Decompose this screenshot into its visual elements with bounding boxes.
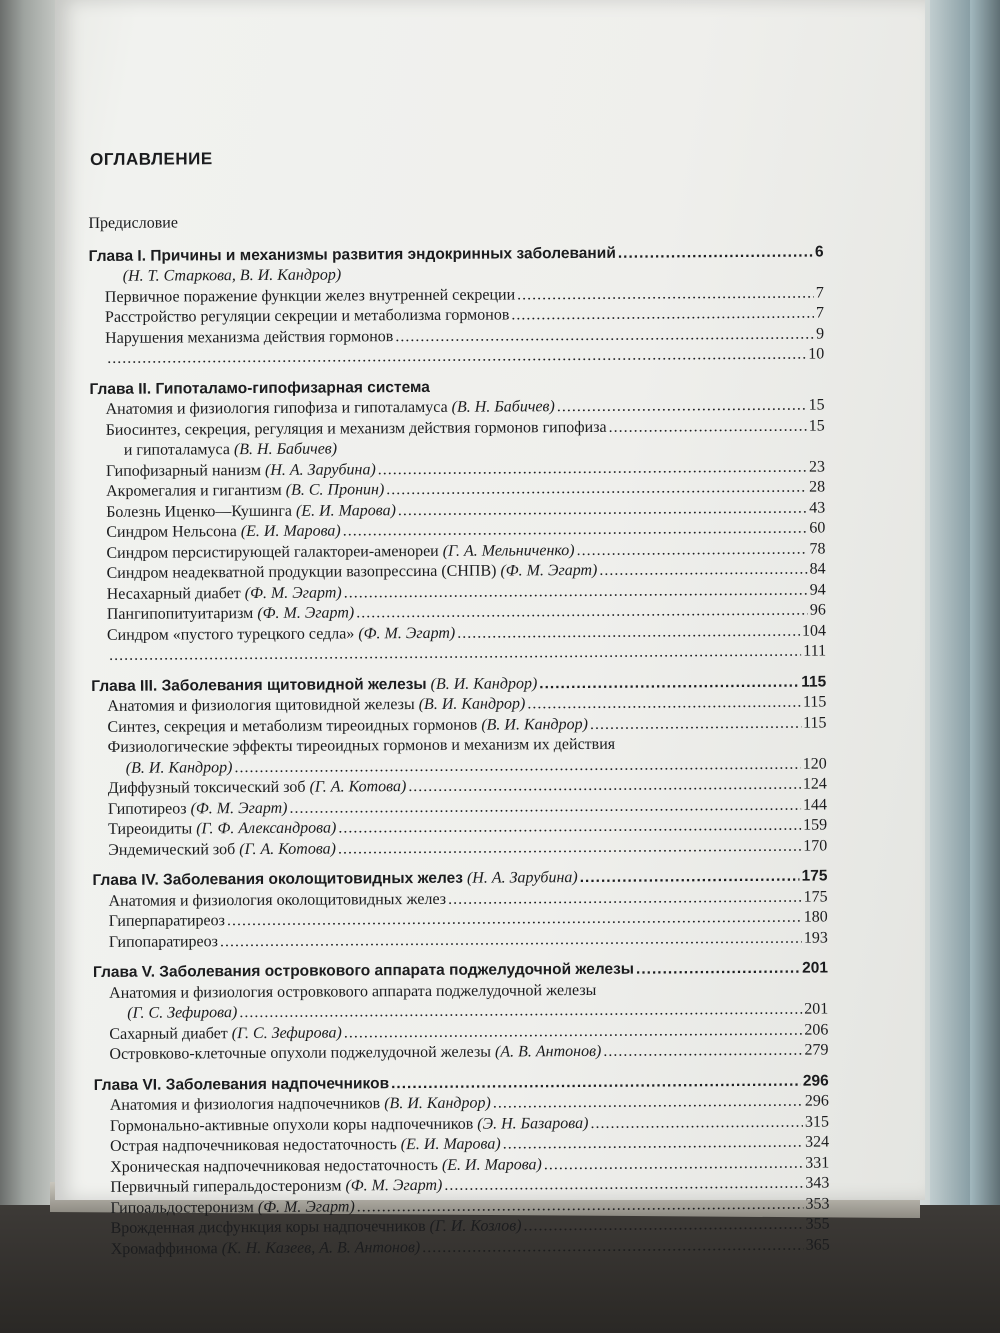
entry-title: Хромаффинома (110, 1239, 218, 1258)
entry-page-number: 193 (803, 928, 828, 947)
entry-text (111, 1216, 522, 1239)
entry-text (109, 911, 225, 932)
dot-leader (109, 642, 801, 667)
dot-leader (220, 928, 802, 952)
entry-title: и гипоталамуса (123, 441, 230, 459)
entry-page-number: 9 (816, 325, 825, 343)
entry-text (110, 1134, 501, 1157)
entry-text (106, 480, 384, 502)
entry-author: (Ф. М. Эгарт) (253, 1197, 355, 1216)
entry-text (107, 714, 588, 737)
entry-author: (Г. А. Мельниченко) (438, 541, 575, 560)
entry-title: Анатомия и физиология щитовидной железы (107, 696, 415, 715)
entry-page-number: 296 (804, 1092, 829, 1110)
dot-leader (444, 1174, 803, 1197)
entry-page-number: 7 (815, 284, 824, 302)
entry-author: (В. И. Кандрор) (125, 758, 233, 777)
entry-title: Синтез, секреция и метаболизм тиреоидных гормонов (107, 716, 478, 736)
entry-page-number: 43 (809, 499, 826, 517)
dot-leader (590, 713, 801, 735)
entry-title: Врожденная дисфункция коры надпочечников (110, 1217, 426, 1237)
dot-leader (617, 748, 825, 749)
entry-title: Глава VI. Заболевания надпочечников (93, 1074, 390, 1094)
entry-text (88, 213, 178, 234)
entry-title: Синдром персистирующей галактореи-аменореи (106, 542, 439, 562)
entry-text (106, 460, 376, 482)
entry-author: (В. И. Кандрор) (380, 1094, 491, 1113)
entry-author: (Ф. М. Эгарт) (253, 604, 355, 622)
entry-page-number: 159 (803, 816, 828, 834)
entry-author: (Н. А. Зарубина) (462, 869, 578, 887)
entry-author: (Ф. М. Эгарт) (341, 1176, 443, 1195)
entry-author: (Э. Н. Базарова) (473, 1114, 589, 1133)
entry-title: Эндемический зоб (108, 840, 236, 859)
entry-text (106, 541, 574, 564)
entry-text (124, 439, 337, 461)
entry-author: (А. В. Антонов) (490, 1042, 602, 1061)
entry-title: Расстройство регуляции секреции и метаболизма гормонов (104, 306, 510, 326)
entry-title: Анатомия и физиология гипофиза и гипоталамуса (105, 398, 448, 418)
dot-leader (598, 993, 826, 994)
entry-title: Болезнь Иценко—Кушинга (106, 502, 293, 521)
entry-text (109, 1042, 601, 1066)
entry-author: (В. И. Кандрор) (477, 715, 588, 734)
entry-title: Островково-клеточные опухоли поджелудочной железы (109, 1043, 492, 1063)
dot-leader (544, 1153, 803, 1175)
entry-author: (Е. И. Марова) (396, 1135, 501, 1154)
entry-text (110, 1197, 354, 1219)
dot-leader (357, 1194, 804, 1217)
entry-text (110, 1176, 442, 1199)
entry-title: Острая надпочечниковая недостаточность (110, 1136, 397, 1155)
table-of-contents (88, 146, 830, 1260)
entry-page-number: 206 (804, 1020, 829, 1039)
entry-title: Анатомия и физиология островкового аппарата поджелудочной железы (109, 981, 597, 1002)
entry-author: (Г. И. Козлов) (425, 1217, 522, 1235)
dot-leader (609, 416, 807, 438)
dot-leader (603, 1041, 802, 1063)
entry-title: Анатомия и физиология околощитовидных желез (108, 890, 447, 910)
entry-page-number: 23 (808, 458, 825, 476)
entry-author: (Ф. М. Эгарт) (240, 583, 342, 602)
entry-title: Гипоальдостеронизм (110, 1198, 254, 1217)
entry-title: Предисловие (88, 214, 178, 232)
entry-title: Глава III. Заболевания щитовидной железы (91, 675, 427, 695)
dot-leader (338, 816, 801, 839)
dot-leader (395, 324, 814, 347)
entry-title: Нарушения механизма действия гормонов (105, 327, 394, 347)
entry-author: (В. Н. Бабичев) (447, 398, 555, 416)
toc-entry[interactable] (88, 210, 823, 235)
cover-edge (930, 0, 970, 1240)
entry-title: Первичное поражение функции желез внутренней секреции (104, 285, 516, 306)
entry-author: (Г. А. Котова) (305, 778, 407, 796)
entry-text (105, 285, 515, 308)
entry-page-number: 279 (804, 1041, 829, 1059)
entry-title: Глава I. Причины и механизмы развития эндокринных заболеваний (88, 244, 616, 265)
dot-leader (432, 389, 823, 391)
dot-leader (618, 242, 813, 264)
entry-title: Акромегалия и гигантизм (106, 481, 282, 500)
entry-author: (Е. И. Марова) (437, 1155, 542, 1174)
entry-text (106, 521, 341, 543)
entry-title: Гипотиреоз (107, 799, 187, 818)
entry-title: Гиперпаратиреоз (108, 912, 225, 930)
entry-page-number: 175 (803, 887, 828, 906)
entry-title: Физиологические эффекты тиреоидных гормонов и механизм их действия (107, 735, 616, 756)
entry-page-number: 355 (805, 1215, 830, 1233)
entry-text (110, 1155, 542, 1178)
entry-page-number: 324 (805, 1133, 830, 1151)
entry-title: Глава II. Гипоталамо-гипофизарная система (89, 378, 430, 398)
dot-leader (577, 539, 808, 561)
dot-leader (378, 457, 807, 480)
toc-heading: ОГЛАВЛЕНИЕ (89, 149, 213, 169)
entry-page-number: 296 (802, 1071, 829, 1090)
dot-leader (457, 621, 800, 644)
entry-page-number: 201 (802, 959, 829, 977)
dot-leader (408, 775, 801, 798)
entry-author: (Г. Ф. Александрова) (192, 819, 337, 838)
entry-text (126, 758, 233, 779)
entry-page-number: 7 (815, 304, 825, 322)
entry-page-number: 94 (809, 581, 826, 599)
entry-text (109, 889, 447, 912)
dot-leader (422, 1235, 804, 1258)
entry-text (91, 674, 537, 697)
entry-page-number: 175 (801, 867, 828, 885)
entry-text (109, 932, 218, 953)
entry-title: Гипопаратиреоз (108, 932, 218, 951)
entry-title: Глава IV. Заболевания околощитовидных желез (92, 869, 463, 889)
entry-text (107, 623, 455, 646)
entry-text (105, 327, 393, 349)
entry-text (123, 265, 342, 287)
dot-leader (343, 519, 808, 542)
dot-leader (338, 836, 801, 859)
entry-text (108, 839, 336, 861)
entry-author: (Ф. М. Эгарт) (186, 799, 288, 817)
entry-page-number: 120 (802, 754, 827, 773)
entry-author: (Н. А. Зарубина) (260, 460, 376, 479)
dot-leader (386, 478, 807, 501)
previous-page-edge (0, 0, 60, 1333)
entry-text (89, 377, 430, 400)
entry-author: (В. Н. Бабичев) (229, 440, 338, 459)
entry-page-number: 353 (805, 1194, 830, 1213)
entry-text (110, 1094, 491, 1117)
entry-text (107, 694, 525, 717)
dot-leader (344, 1020, 803, 1043)
entry-title: Гормонально-активные опухоли коры надпочечников (109, 1115, 474, 1135)
entry-page-number: 104 (801, 622, 827, 640)
dot-leader (343, 277, 822, 280)
entry-author: (Г. С. Зефирова) (127, 1004, 238, 1022)
entry-page-number: 111 (803, 642, 827, 660)
dot-leader (557, 396, 807, 418)
entry-page-number: 115 (801, 673, 827, 691)
entry-page-number: 6 (814, 243, 824, 261)
entry-author: (Г. А. Котова) (235, 839, 337, 858)
entry-author: (Е. И. Марова) (291, 501, 396, 520)
entry-author: (Ф. М. Эгарт) (496, 561, 598, 580)
entry-title: Несахарный диабет (106, 584, 241, 603)
entry-text (127, 1003, 237, 1024)
dot-leader (523, 1215, 803, 1237)
entry-text (92, 868, 577, 891)
entry-text (106, 397, 555, 420)
entry-author: (В. С. Пронин) (281, 481, 385, 499)
entry-title: Пангипопитуитаризм (106, 604, 254, 623)
entry-page-number: 84 (809, 560, 826, 578)
entry-page-number: 15 (808, 396, 825, 414)
entry-text (108, 818, 336, 840)
entry-author: (К. Н. Казеев, А. В. Антонов) (217, 1238, 421, 1257)
entry-author: (Ф. М. Эгарт) (354, 624, 456, 642)
entry-page-number: 15 (808, 417, 825, 435)
entry-text (110, 1113, 589, 1136)
dot-leader (339, 451, 823, 454)
entry-title: Синдром Нельсона (106, 523, 237, 541)
entry-page-number: 201 (804, 1000, 829, 1018)
dot-leader (356, 601, 808, 624)
entry-author: (Г. С. Зефирова) (227, 1023, 342, 1042)
dot-leader (590, 1112, 803, 1134)
entry-page-number: 124 (802, 775, 827, 793)
entry-text (107, 583, 342, 605)
entry-title: Синдром «пустого турецкого седла» (106, 624, 355, 644)
entry-text (105, 305, 509, 328)
entry-page-number: 170 (803, 836, 828, 855)
entry-page-number: 96 (809, 601, 826, 619)
entry-page-number: 60 (809, 519, 826, 537)
entry-author: (Е. И. Марова) (236, 522, 341, 541)
entry-title: Глава V. Заболевания островкового аппарата поджелудочной железы (92, 960, 635, 981)
dot-leader (493, 1092, 803, 1114)
entry-author: (В. И. Кандрор) (414, 695, 526, 714)
dot-leader (398, 498, 807, 521)
entry-title: Хроническая надпочечниковая недостаточность (110, 1156, 438, 1176)
entry-title: Гипофизарный нанизм (105, 461, 262, 480)
entry-author: (Н. Т. Старкова, В. И. Кандрор) (122, 266, 342, 285)
entry-page-number: 343 (805, 1174, 830, 1192)
entry-text (106, 501, 396, 523)
dot-leader (527, 693, 801, 715)
entry-text (109, 1023, 342, 1045)
entry-page-number: 331 (805, 1153, 830, 1172)
dot-leader (511, 304, 814, 326)
dot-leader (448, 887, 802, 910)
entry-page-number: 315 (804, 1112, 830, 1131)
entry-page-number: 78 (809, 540, 826, 558)
entry-text (111, 1237, 421, 1259)
dot-leader (503, 1133, 804, 1155)
dot-leader (344, 580, 808, 603)
entry-title: Синдром неадекватной продукции вазопрессина (СНПВ) (106, 562, 497, 582)
dot-leader (539, 672, 799, 694)
dot-leader (391, 1071, 801, 1094)
dot-leader (180, 224, 822, 228)
entry-text (107, 603, 354, 625)
entry-page-number: 180 (803, 908, 828, 926)
entry-page-number: 144 (802, 795, 828, 814)
dot-leader (599, 560, 807, 582)
toc-list (88, 210, 829, 1260)
entry-page-number: 10 (808, 345, 825, 363)
entry-title: Первичный гиперальдостеронизм (110, 1177, 342, 1196)
dot-leader (107, 345, 806, 370)
entry-page-number: 115 (802, 693, 827, 711)
entry-title: Анатомия и физиология надпочечников (109, 1095, 381, 1114)
entry-text (94, 1074, 389, 1096)
entry-title: Тиреоидиты (108, 820, 193, 838)
dot-leader (517, 283, 814, 305)
entry-page-number: 28 (809, 478, 826, 496)
entry-title: Биосинтез, секреция, регуляция и механизм действия гормонов гипофиза (105, 418, 607, 439)
entry-text (108, 777, 407, 799)
entry-page-number: 115 (803, 713, 827, 732)
entry-author: (В. И. Кандрор) (426, 674, 538, 693)
dot-leader (580, 867, 800, 889)
entry-title: Диффузный токсический зоб (107, 778, 306, 797)
entry-title: Сахарный диабет (109, 1024, 228, 1043)
entry-page-number: 365 (805, 1235, 830, 1254)
entry-text (108, 798, 288, 820)
dot-leader (636, 959, 800, 981)
